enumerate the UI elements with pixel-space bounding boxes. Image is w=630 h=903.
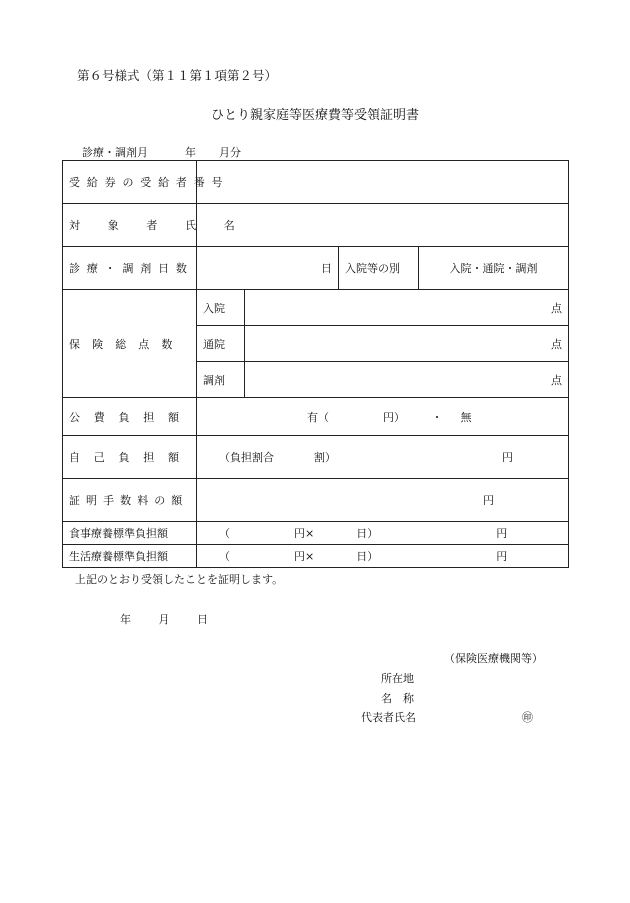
row-recipient-number [63, 161, 569, 204]
points-dispensing-field[interactable]: 点 [245, 362, 569, 398]
representative-label: 代表者氏名 [361, 711, 416, 724]
period-label: 診療・調剤月 [82, 146, 148, 159]
recipient-number-label: 受給券の受給者番号 [63, 161, 197, 204]
address-label: 所在地 [381, 672, 414, 685]
points-outpatient-label: 通院 [197, 326, 245, 362]
points-inpatient-label: 入院 [197, 290, 245, 326]
points-outpatient-field[interactable]: 点 [245, 326, 569, 362]
row-days [63, 247, 569, 290]
certification-note: 上記のとおり受領したことを証明します。 [75, 573, 284, 586]
issue-date-year: 年 [120, 613, 131, 626]
form-number: 第６号様式（第１１第１項第２号） [77, 68, 278, 83]
row-meal [63, 522, 569, 545]
self-burden-label: 自己負担額 [63, 436, 197, 479]
cert-fee-field[interactable]: 円 [197, 479, 569, 522]
subject-name-field[interactable] [197, 204, 569, 247]
living-field[interactable]: （ 円× 日） 円 [197, 545, 569, 568]
issue-date [120, 611, 232, 627]
public-burden-field[interactable]: 有（ 円） ・ 無 [197, 398, 569, 436]
row-cert-fee [63, 479, 569, 522]
meal-field[interactable]: （ 円× 日） 円 [197, 522, 569, 545]
seal-mark: ㊞ [522, 711, 533, 724]
row-self-burden [63, 436, 569, 479]
issue-date-month: 月 [158, 613, 170, 626]
recipient-number-field[interactable] [197, 161, 569, 204]
period-month: 月分 [219, 146, 241, 159]
certificate-table [62, 160, 569, 568]
row-living [63, 545, 569, 568]
points-label: 保険総点数 [63, 290, 197, 398]
row-subject-name [63, 204, 569, 247]
admission-type-options[interactable]: 入院・通院・調剤 [419, 247, 569, 290]
subject-name-label: 対 象 者 氏 名 [63, 204, 197, 247]
facility-name-label: 名 称 [381, 692, 414, 705]
days-label: 診療・調剤日数 [63, 247, 197, 290]
period-year: 年 [185, 146, 196, 159]
row-points-inpatient [63, 290, 569, 326]
public-burden-label: 公費負担額 [63, 398, 197, 436]
cert-fee-label: 証明手数料の額 [63, 479, 197, 522]
meal-label: 食事療養標準負担額 [63, 522, 197, 545]
points-inpatient-field[interactable]: 点 [245, 290, 569, 326]
institution-heading: （保険医療機関等） [444, 652, 543, 665]
document-title: ひとり親家庭等医療費等受領証明書 [210, 108, 419, 123]
days-unit: 日 [321, 262, 332, 275]
period-line [82, 144, 241, 160]
issue-date-day: 日 [197, 613, 208, 626]
living-label: 生活療養標準負担額 [63, 545, 197, 568]
days-field[interactable] [197, 247, 339, 290]
self-burden-field[interactable]: （負担割合 割） 円 [197, 436, 569, 479]
row-public-burden [63, 398, 569, 436]
points-dispensing-label: 調剤 [197, 362, 245, 398]
admission-type-label: 入院等の別 [339, 247, 419, 290]
